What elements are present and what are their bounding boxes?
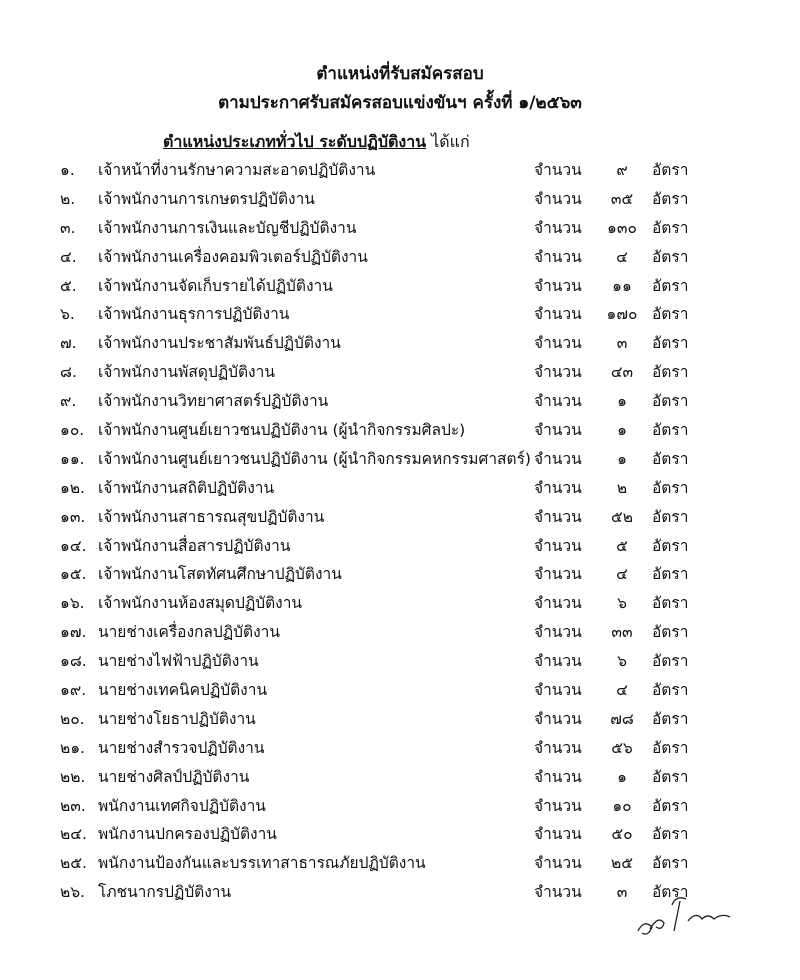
item-number: ๒๖. <box>60 883 85 902</box>
position-count: ๔ <box>616 247 628 266</box>
count-label: จำนวน <box>534 681 582 700</box>
item-number: ๖. <box>60 305 75 324</box>
item-number: ๑๑. <box>60 449 85 468</box>
position-count: ๑ <box>617 449 627 468</box>
item-number: ๒๓. <box>60 796 86 815</box>
item-number: ๒. <box>60 189 76 208</box>
position-count: ๕๐ <box>611 825 633 844</box>
unit-label: อัตรา <box>652 796 689 815</box>
position-count: ๑๑ <box>612 276 632 295</box>
count-label: จำนวน <box>534 767 582 786</box>
position-name: โภชนากรปฏิบัติงาน <box>98 883 232 902</box>
list-item <box>0 703 800 732</box>
count-label: จำนวน <box>534 189 582 208</box>
unit-label: อัตรา <box>652 681 689 700</box>
unit-label: อัตรา <box>652 652 689 671</box>
item-number: ๗. <box>60 334 77 353</box>
count-label: จำนวน <box>534 825 582 844</box>
position-count: ๕๒ <box>611 507 633 526</box>
unit-label: อัตรา <box>652 738 689 757</box>
count-label: จำนวน <box>534 883 582 902</box>
position-name: นายช่างเทคนิคปฏิบัติงาน <box>98 681 268 700</box>
unit-label: อัตรา <box>652 247 689 266</box>
count-label: จำนวน <box>534 594 582 613</box>
position-count: ๔ <box>616 565 628 584</box>
position-name: เจ้าพนักงานสื่อสารปฏิบัติงาน <box>98 536 291 555</box>
position-count: ๗๘ <box>610 709 634 728</box>
item-number: ๒๔. <box>60 825 87 844</box>
unit-label: อัตรา <box>652 767 689 786</box>
position-count: ๖ <box>617 652 627 671</box>
position-count: ๑๗๐ <box>606 305 638 324</box>
count-label: จำนวน <box>534 709 582 728</box>
list-item <box>0 587 800 616</box>
position-count: ๓ <box>616 334 628 353</box>
unit-label: อัตรา <box>652 594 689 613</box>
unit-label: อัตรา <box>652 854 689 873</box>
position-name: เจ้าพนักงานประชาสัมพันธ์ปฏิบัติงาน <box>98 334 341 353</box>
item-number: ๑๗. <box>60 623 87 642</box>
count-label: จำนวน <box>534 536 582 555</box>
count-label: จำนวน <box>534 247 582 266</box>
item-number: ๑๖. <box>60 594 85 613</box>
position-name: เจ้าพนักงานจัดเก็บรายได้ปฏิบัติงาน <box>98 276 333 295</box>
count-label: จำนวน <box>534 449 582 468</box>
unit-label: อัตรา <box>652 709 689 728</box>
list-item <box>0 472 800 501</box>
position-name: นายช่างโยธาปฏิบัติงาน <box>98 709 256 728</box>
unit-label: อัตรา <box>652 276 689 295</box>
position-name: นายช่างสำรวจปฏิบัติงาน <box>98 738 265 757</box>
count-label: จำนวน <box>534 421 582 440</box>
position-name: เจ้าพนักงานการเกษตรปฏิบัติงาน <box>98 189 315 208</box>
count-label: จำนวน <box>534 478 582 497</box>
position-name: นายช่างศิลป์ปฏิบัติงาน <box>98 767 250 786</box>
item-number: ๑. <box>60 161 75 179</box>
item-number: ๘. <box>60 363 77 382</box>
unit-label: อัตรา <box>652 825 689 844</box>
position-name: นายช่างไฟฟ้าปฏิบัติงาน <box>98 652 259 671</box>
count-label: จำนวน <box>534 334 582 353</box>
position-count: ๓๕ <box>610 189 634 208</box>
count-label: จำนวน <box>534 652 582 671</box>
count-label: จำนวน <box>534 854 582 873</box>
page-title: ตำแหน่งที่รับสมัครสอบ <box>316 64 484 84</box>
position-count: ๑ <box>617 767 627 786</box>
unit-label: อัตรา <box>652 189 689 208</box>
unit-label: อัตรา <box>652 334 689 353</box>
position-count: ๒ <box>616 478 628 497</box>
list-item <box>0 356 800 385</box>
position-count: ๑ <box>617 392 627 411</box>
count-label: จำนวน <box>534 565 582 584</box>
list-item <box>0 212 800 241</box>
count-label: จำนวน <box>534 623 582 642</box>
unit-label: อัตรา <box>652 883 689 902</box>
position-name: เจ้าพนักงานเครื่องคอมพิวเตอร์ปฏิบัติงาน <box>98 247 368 266</box>
position-name: พนักงานเทศกิจปฏิบัติงาน <box>98 796 266 815</box>
item-number: ๑๓. <box>60 507 86 526</box>
unit-label: อัตรา <box>652 363 689 382</box>
unit-label: อัตรา <box>652 507 689 526</box>
position-name: เจ้าพนักงานโสตทัศนศึกษาปฏิบัติงาน <box>98 565 342 584</box>
position-name: เจ้าพนักงานศูนย์เยาวชนปฏิบัติงาน (ผู้นำกิจกรรมศิลปะ) <box>98 421 466 440</box>
position-name: เจ้าหน้าที่งานรักษาความสะอาดปฏิบัติงาน <box>98 161 376 179</box>
page-subtitle: ตามประกาศรับสมัครสอบแข่งขันฯ ครั้งที่ ๑/๒๕๖๓ <box>218 93 582 113</box>
count-label: จำนวน <box>534 507 582 526</box>
position-name: เจ้าพนักงานสาธารณสุขปฏิบัติงาน <box>98 507 325 526</box>
list-item <box>0 732 800 761</box>
list-item <box>0 616 800 645</box>
list-item <box>0 327 800 356</box>
section-heading-main: ตำแหน่งประเภททั่วไป ระดับปฏิบัติงาน <box>163 132 427 151</box>
position-name: เจ้าพนักงานวิทยาศาสตร์ปฏิบัติงาน <box>98 392 329 411</box>
item-number: ๕. <box>60 276 77 295</box>
position-count: ๔๓ <box>610 363 634 382</box>
position-count: ๓ <box>616 883 628 902</box>
list-item <box>0 414 800 443</box>
count-label: จำนวน <box>534 218 582 237</box>
list-item <box>0 501 800 530</box>
position-name: เจ้าพนักงานศูนย์เยาวชนปฏิบัติงาน (ผู้นำกิจกรรมคหกรรมศาสตร์) <box>98 449 531 468</box>
position-count: ๙ <box>616 161 628 179</box>
position-count: ๕ <box>616 536 628 555</box>
position-count: ๖ <box>617 594 627 613</box>
item-number: ๙. <box>60 392 77 411</box>
position-name: เจ้าพนักงานสถิติปฏิบัติงาน <box>98 478 275 497</box>
position-name: พนักงานปกครองปฏิบัติงาน <box>98 825 277 844</box>
count-label: จำนวน <box>534 363 582 382</box>
item-number: ๑๐. <box>60 421 85 440</box>
list-item <box>0 154 800 183</box>
list-item <box>0 761 800 790</box>
item-number: ๒๕. <box>60 854 87 873</box>
list-item <box>0 270 800 299</box>
section-heading-suffix: ได้แก่ <box>431 132 470 151</box>
count-label: จำนวน <box>534 796 582 815</box>
item-number: ๑๕. <box>60 565 87 584</box>
position-name: นายช่างเครื่องกลปฏิบัติงาน <box>98 623 280 642</box>
list-item <box>0 298 800 327</box>
item-number: ๑๒. <box>60 478 85 497</box>
section-heading <box>163 130 470 155</box>
list-item <box>0 385 800 414</box>
list-item <box>0 847 800 876</box>
position-name: เจ้าพนักงานธุรการปฏิบัติงาน <box>98 305 290 324</box>
unit-label: อัตรา <box>652 161 689 179</box>
count-label: จำนวน <box>534 392 582 411</box>
position-count: ๑๓๐ <box>607 218 637 237</box>
position-name: เจ้าพนักงานพัสดุปฏิบัติงาน <box>98 363 275 382</box>
position-count: ๔ <box>616 681 628 700</box>
unit-label: อัตรา <box>652 421 689 440</box>
count-label: จำนวน <box>534 738 582 757</box>
position-name: เจ้าพนักงานการเงินและบัญชีปฏิบัติงาน <box>98 218 357 237</box>
list-item <box>0 443 800 472</box>
item-number: ๑๔. <box>60 536 87 555</box>
item-number: ๑๘. <box>60 652 87 671</box>
position-count: ๑๐ <box>612 796 632 815</box>
position-name: พนักงานป้องกันและบรรเทาสาธารณภัยปฏิบัติงาน <box>98 854 426 873</box>
list-item <box>0 241 800 270</box>
unit-label: อัตรา <box>652 449 689 468</box>
item-number: ๔. <box>60 247 77 266</box>
unit-label: อัตรา <box>652 536 689 555</box>
list-item <box>0 790 800 819</box>
item-number: ๓. <box>60 218 76 237</box>
list-item <box>0 558 800 587</box>
item-number: ๒๑. <box>60 738 85 757</box>
list-item <box>0 183 800 212</box>
unit-label: อัตรา <box>652 392 689 411</box>
count-label: จำนวน <box>534 161 582 179</box>
unit-label: อัตรา <box>652 565 689 584</box>
list-item <box>0 674 800 703</box>
unit-label: อัตรา <box>652 478 689 497</box>
position-name: เจ้าพนักงานห้องสมุดปฏิบัติงาน <box>98 594 303 613</box>
unit-label: อัตรา <box>652 218 689 237</box>
position-count: ๕๖ <box>611 738 633 757</box>
position-count: ๓๓ <box>611 623 633 642</box>
list-item <box>0 645 800 674</box>
item-number: ๒๐. <box>60 709 85 728</box>
list-item <box>0 818 800 847</box>
position-count: ๑ <box>617 421 627 440</box>
count-label: จำนวน <box>534 305 582 324</box>
unit-label: อัตรา <box>652 305 689 324</box>
list-item <box>0 530 800 559</box>
item-number: ๑๙. <box>60 681 87 700</box>
position-count: ๒๕ <box>611 854 633 873</box>
count-label: จำนวน <box>534 276 582 295</box>
signature-mark <box>630 885 740 945</box>
unit-label: อัตรา <box>652 623 689 642</box>
item-number: ๒๒. <box>60 767 86 786</box>
position-list <box>0 154 800 905</box>
